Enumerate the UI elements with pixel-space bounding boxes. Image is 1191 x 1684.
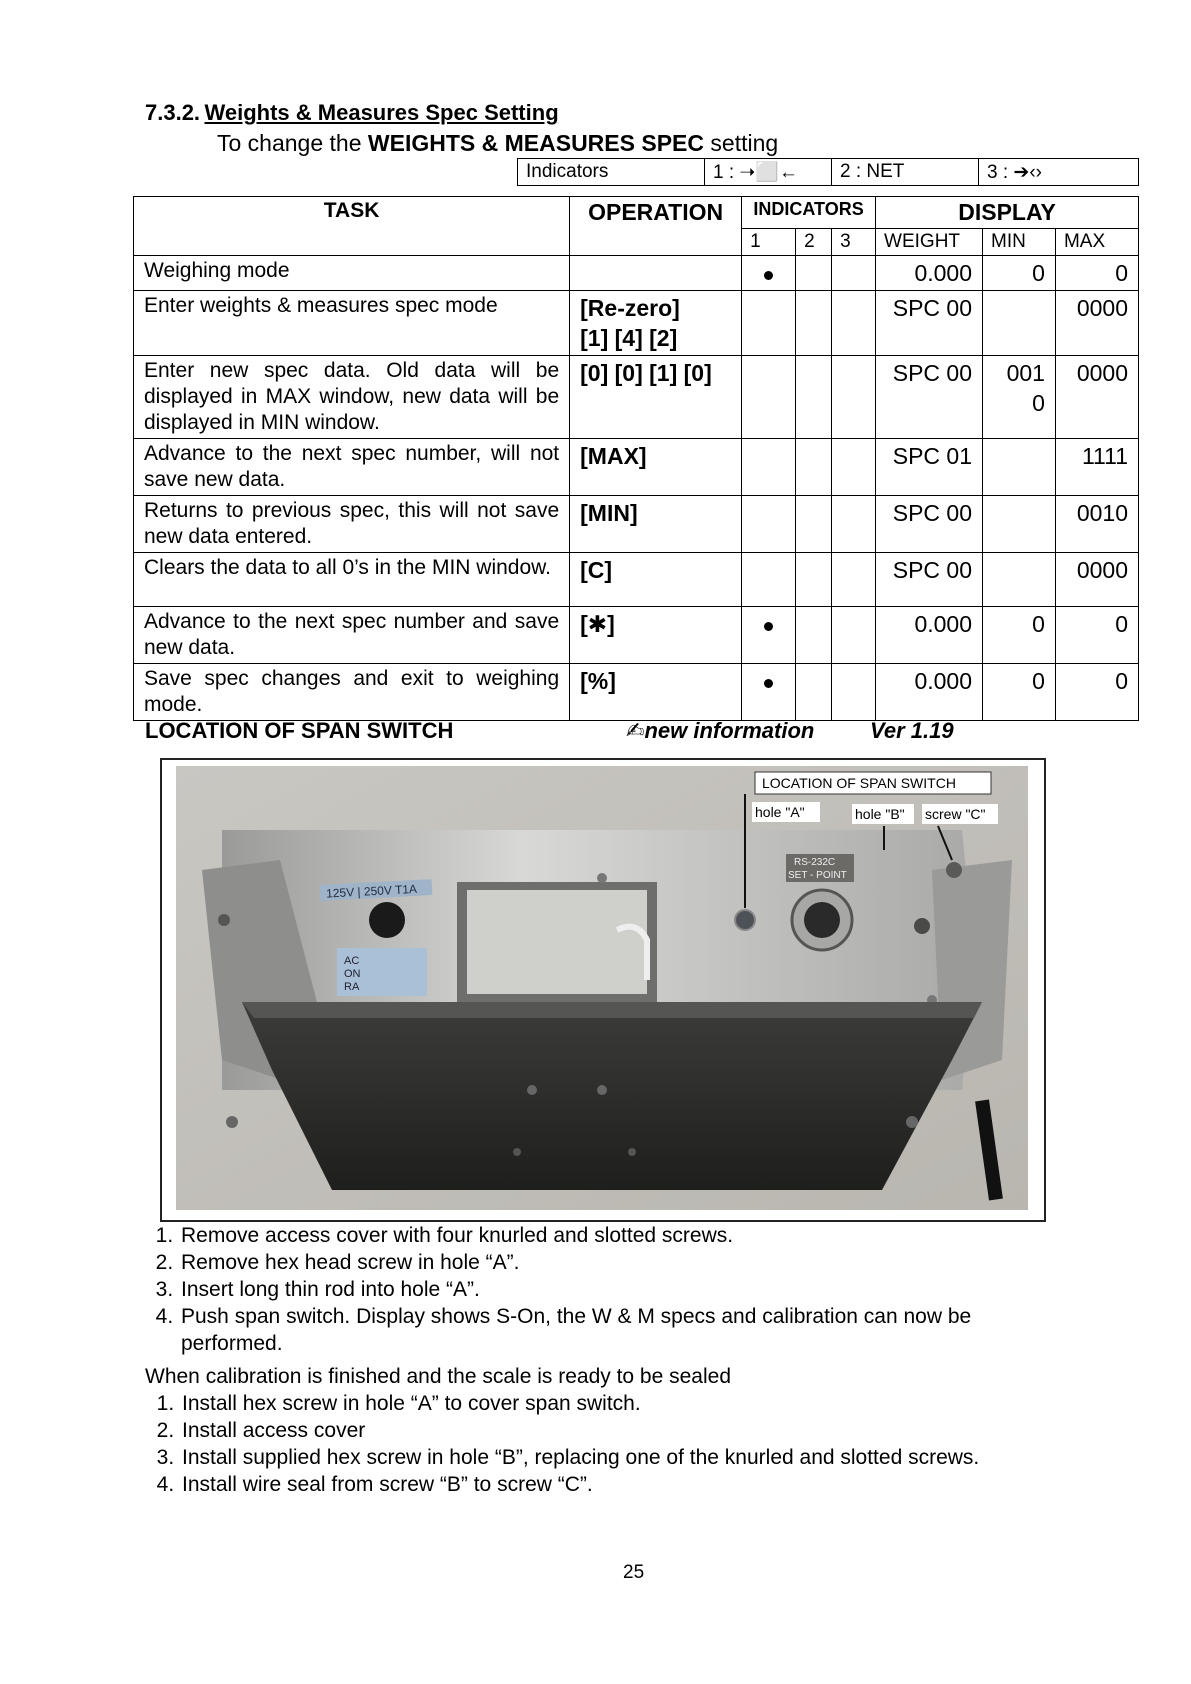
list-item: 1. Install hex screw in hole “A” to cover span switch. xyxy=(180,1390,1050,1417)
section-title: Weights & Measures Spec Setting xyxy=(204,100,559,125)
version-label: Ver 1.19 xyxy=(870,718,954,743)
fuse-label: 125V | 250V T1A xyxy=(325,881,418,901)
list-item: 2. Install access cover xyxy=(180,1417,1050,1444)
legend-indicator-2: 2 : NET xyxy=(832,159,979,186)
span-switch-photo-frame xyxy=(160,758,1046,1222)
legend-label: Indicators xyxy=(518,159,705,186)
legend-indicator-3: 3 : ➔‹› xyxy=(979,159,1139,186)
span-switch-photo xyxy=(162,760,1044,1220)
table-row: Enter new spec data. Old data will be displayed in MAX window, new data will be displayed in MIN window. [0] [0] [1] [0] SPC 00 001 0 0000 xyxy=(134,356,1139,439)
header-ind-2: 2 xyxy=(796,229,832,256)
callout-hole-a: hole "A" xyxy=(755,804,805,820)
table-row: Advance to the next spec number, will not save new data. [MAX] SPC 01 1111 xyxy=(134,439,1139,496)
svg-text:RS-232C: RS-232C xyxy=(794,857,836,868)
svg-text:ON: ON xyxy=(344,968,361,980)
indicator-1-on xyxy=(764,271,773,280)
spec-setting-table xyxy=(133,196,1139,721)
section-number: 7.3.2. xyxy=(145,100,201,125)
header-display: DISPLAY xyxy=(876,197,1139,229)
list-item: 1. Remove access cover with four knurled and slotted screws. xyxy=(179,1222,1045,1249)
svg-text:SET - POINT: SET - POINT xyxy=(788,870,847,881)
indicator-1-on xyxy=(764,622,773,631)
callout-title: LOCATION OF SPAN SWITCH xyxy=(762,775,956,791)
new-information-note: ✍new information xyxy=(626,718,815,743)
table-row: Advance to the next spec number and save new data. [✱] 0.000 0 0 xyxy=(134,607,1139,664)
list-item: 3. Insert long thin rod into hole “A”. xyxy=(179,1276,1045,1303)
pencil-icon: ✍ xyxy=(626,718,645,743)
table-row: Weighing mode 0.000 0 0 xyxy=(134,256,1139,291)
removal-steps xyxy=(145,1222,1045,1357)
header-operation: OPERATION xyxy=(570,197,742,256)
header-max: MAX xyxy=(1055,229,1138,256)
location-title: LOCATION OF SPAN SWITCH xyxy=(145,718,454,743)
list-item: 4. Push span switch. Display shows S-On, the W & M specs and calibration can now be performed. xyxy=(179,1303,1045,1357)
callout-hole-b: hole "B" xyxy=(855,806,905,822)
section-heading xyxy=(145,100,559,126)
indicators-legend xyxy=(517,158,1139,186)
svg-text:AC: AC xyxy=(344,955,360,967)
header-task: TASK xyxy=(134,197,570,256)
list-item: 4. Install wire seal from screw “B” to screw “C”. xyxy=(180,1471,1050,1498)
header-ind-1: 1 xyxy=(742,229,796,256)
table-row: Returns to previous spec, this will not save new data entered. [MIN] SPC 00 0010 xyxy=(134,496,1139,553)
indicator-1-on xyxy=(764,679,773,688)
table-row: Enter weights & measures spec mode [Re-zero] [1] [4] [2] SPC 00 0000 xyxy=(134,291,1139,356)
callout-screw-c: screw "C" xyxy=(925,806,986,822)
table-row: Save spec changes and exit to weighing mode. [%] 0.000 0 0 xyxy=(134,664,1139,721)
table-row: Clears the data to all 0’s in the MIN window. [C] SPC 00 0000 xyxy=(134,553,1139,607)
header-ind-3: 3 xyxy=(832,229,876,256)
header-weight: WEIGHT xyxy=(876,229,983,256)
intro-line: To change the WEIGHTS & MEASURES SPEC setting xyxy=(217,130,779,156)
header-min: MIN xyxy=(983,229,1056,256)
list-item: 2. Remove hex head screw in hole “A”. xyxy=(179,1249,1045,1276)
sealing-intro: When calibration is finished and the scale is ready to be sealed xyxy=(145,1365,732,1388)
svg-text:RA: RA xyxy=(344,981,360,993)
legend-indicator-1: 1 : ➝⬜← xyxy=(705,159,832,186)
sealing-steps xyxy=(150,1390,1050,1498)
page-number: 25 xyxy=(623,1562,645,1583)
list-item: 3. Install supplied hex screw in hole “B”, replacing one of the knurled and slotted screws. xyxy=(180,1444,1050,1471)
header-indicators: INDICATORS xyxy=(742,197,876,229)
